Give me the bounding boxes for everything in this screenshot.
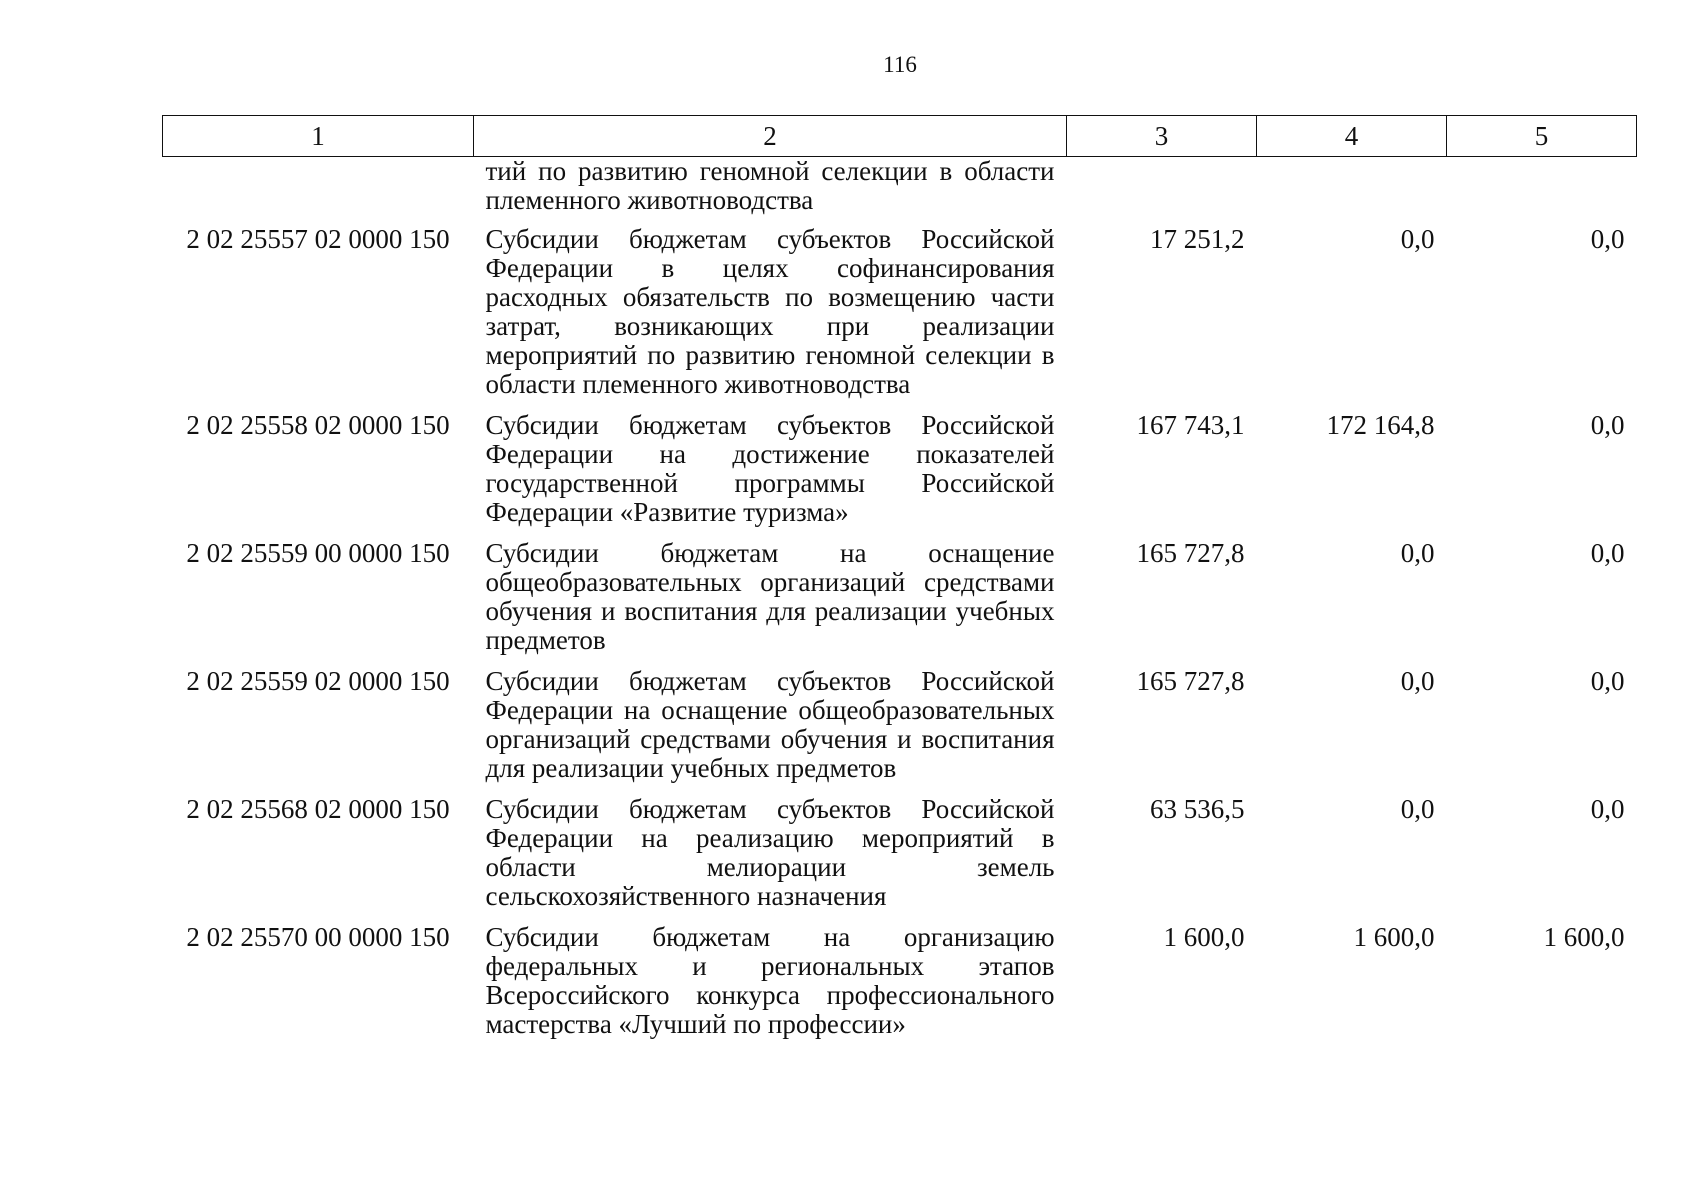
code-cell: 2 02 25559 02 0000 150 [186, 666, 450, 696]
code-cell: 2 02 25557 02 0000 150 [186, 224, 450, 254]
table-row [163, 795, 1637, 923]
amount-cell-5: 0,0 [1590, 794, 1625, 824]
amount-cell-4 [1257, 157, 1447, 226]
table-body [163, 157, 1637, 1052]
table-row [163, 411, 1637, 539]
table-row [163, 539, 1637, 667]
column-header-1: 1 [163, 116, 474, 157]
table-row [163, 667, 1637, 795]
amount-cell-5: 1 600,0 [1543, 922, 1625, 952]
table-header [163, 116, 1637, 157]
amount-cell-4: 0,0 [1400, 794, 1435, 824]
description-cell: Субсидии бюджетам субъектов Российской Федерации на оснащение общеобразовательных организаций средствами обучения и воспитания для реализации учебных предметов [485, 666, 1055, 783]
amount-cell-5: 0,0 [1590, 666, 1625, 696]
description-cell: Субсидии бюджетам субъектов Российской Федерации в целях софинансирования расходных обязательств по возмещению части затрат, возникающих при реализации мероприятий по развитию геномной селекции в области племенного животноводства [485, 224, 1055, 399]
amount-cell-4: 0,0 [1400, 666, 1435, 696]
amount-cell-3: 165 727,8 [1136, 666, 1245, 696]
code-cell [163, 157, 474, 226]
description-cell: Субсидии бюджетам субъектов Российской Федерации на достижение показателей государственной программы Российской Федерации «Развитие туризма» [485, 410, 1055, 527]
code-cell: 2 02 25568 02 0000 150 [186, 794, 450, 824]
amount-cell-3: 167 743,1 [1136, 410, 1245, 440]
amount-cell-5: 0,0 [1590, 410, 1625, 440]
amount-cell-3: 1 600,0 [1163, 922, 1245, 952]
amount-cell-5 [1447, 157, 1637, 226]
amount-cell-3: 63 536,5 [1150, 794, 1245, 824]
code-cell: 2 02 25570 00 0000 150 [186, 922, 450, 952]
amount-cell-4: 172 164,8 [1326, 410, 1435, 440]
amount-cell-3: 165 727,8 [1136, 538, 1245, 568]
description-cell: Субсидии бюджетам на организацию федеральных и региональных этапов Всероссийского конкурса профессионального мастерства «Лучший по профессии» [485, 922, 1055, 1039]
header-row [163, 116, 1637, 157]
description-cell: Субсидии бюджетам на оснащение общеобразовательных организаций средствами обучения и воспитания для реализации учебных предметов [485, 538, 1055, 655]
table-row [163, 923, 1637, 1051]
column-header-5: 5 [1447, 116, 1637, 157]
amount-cell-3 [1067, 157, 1257, 226]
table-row [163, 225, 1637, 411]
description-cell: тий по развитию геномной селекции в области племенного животноводства [485, 156, 1055, 215]
column-header-2: 2 [474, 116, 1067, 157]
code-cell: 2 02 25559 00 0000 150 [186, 538, 450, 568]
amount-cell-4: 1 600,0 [1353, 922, 1435, 952]
amount-cell-3: 17 251,2 [1150, 224, 1245, 254]
budget-table [162, 115, 1637, 1051]
amount-cell-5: 0,0 [1590, 224, 1625, 254]
column-header-3: 3 [1067, 116, 1257, 157]
amount-cell-5: 0,0 [1590, 538, 1625, 568]
amount-cell-4: 0,0 [1400, 538, 1435, 568]
page-number: 116 [883, 52, 917, 77]
column-header-4: 4 [1257, 116, 1447, 157]
amount-cell-4: 0,0 [1400, 224, 1435, 254]
code-cell: 2 02 25558 02 0000 150 [186, 410, 450, 440]
continuation-row [163, 157, 1637, 226]
description-cell: Субсидии бюджетам субъектов Российской Федерации на реализацию мероприятий в области мелиорации земель сельскохозяйственного назначения [485, 794, 1055, 911]
